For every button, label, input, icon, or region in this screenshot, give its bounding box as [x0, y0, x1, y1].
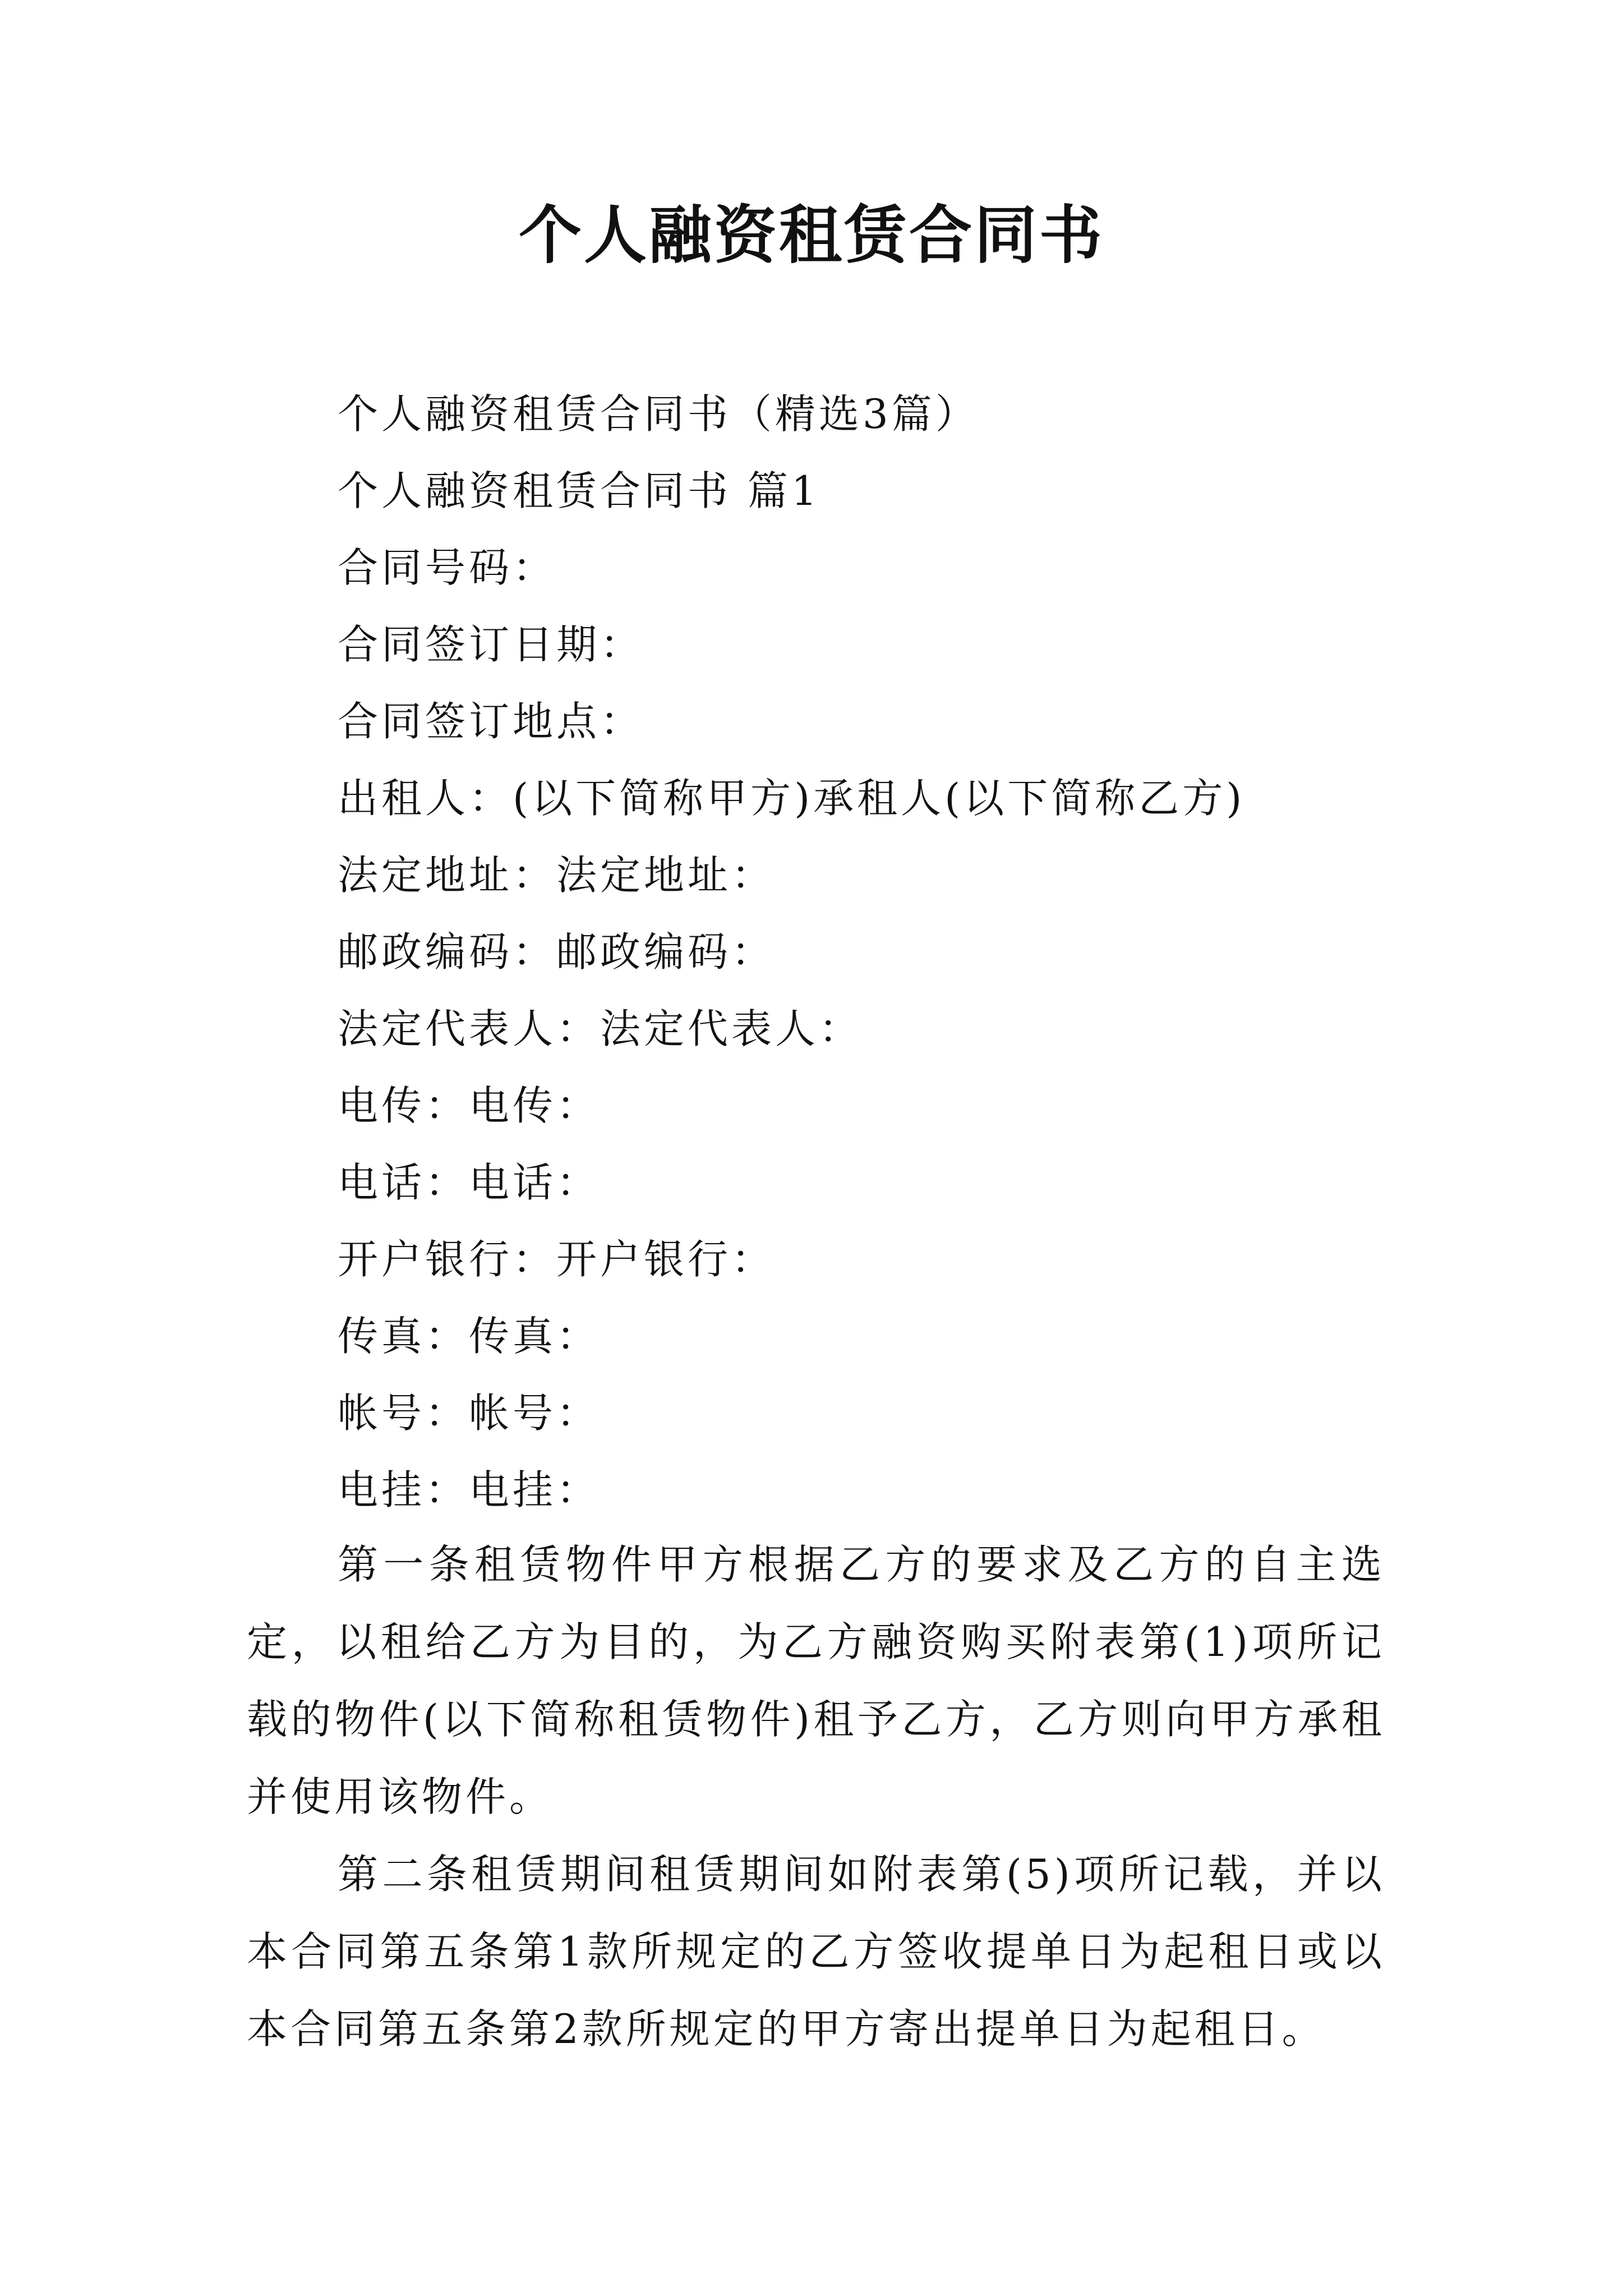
contract-header-fields — [338, 376, 1459, 1529]
signing-place-field: 合同签订地点： — [338, 698, 644, 745]
postal-code-field: 邮政编码：邮政编码： — [338, 928, 776, 976]
article-1-paragraph: 第一条租赁物件甲方根据乙方的要求及乙方的自主选定，以租给乙方为目的，为乙方融资购买附表第(1)项所记载的物件(以下简称租赁物件)租予乙方，乙方则向甲方承租并使用该物件。 — [247, 1541, 1385, 1820]
account-number-field: 帐号：帐号： — [338, 1389, 601, 1437]
telephone-field: 电话：电话： — [338, 1159, 601, 1206]
fax-field: 传真：传真： — [338, 1313, 601, 1360]
contract-number-field: 合同号码： — [338, 544, 557, 591]
cable-field: 电挂：电挂： — [338, 1466, 601, 1513]
article-2-paragraph: 第二条租赁期间租赁期间如附表第(5)项所记载，并以本合同第五条第1款所规定的乙方签收提单日为起租日或以本合同第五条第2款所规定的甲方寄出提单日为起租日。 — [247, 1851, 1385, 2053]
telex-field: 电传：电传： — [338, 1082, 601, 1129]
document-title: 个人融资租赁合同书 — [519, 199, 1104, 272]
legal-representative-field: 法定代表人：法定代表人： — [338, 1005, 863, 1052]
bank-field: 开户银行：开户银行： — [338, 1236, 776, 1283]
parties-line: 出租人：(以下简称甲方)承租人(以下简称乙方) — [338, 775, 1246, 822]
signing-date-field: 合同签订日期： — [338, 621, 644, 668]
document-subtitle: 个人融资租赁合同书（精选3篇） — [338, 390, 979, 438]
section-heading: 个人融资租赁合同书 篇1 — [338, 467, 820, 514]
legal-address-field: 法定地址：法定地址： — [338, 852, 776, 899]
